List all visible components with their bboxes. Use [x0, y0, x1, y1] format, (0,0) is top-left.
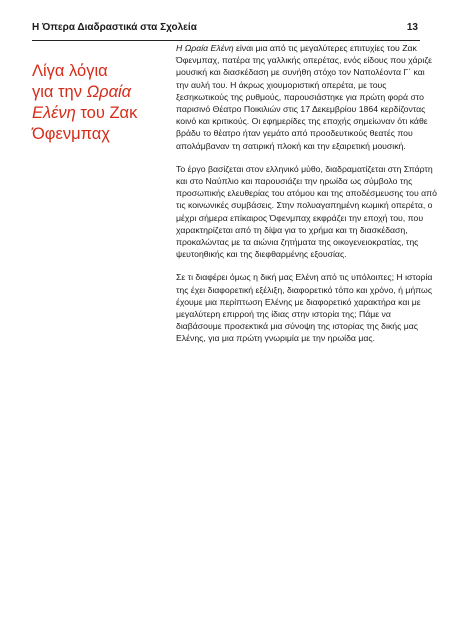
- body-text: [176, 40, 438, 356]
- page-number: 13: [406, 22, 418, 33]
- heading-line-4: Όφενμπαχ: [32, 125, 110, 143]
- heading-line-2-italic: Ωραία: [86, 83, 132, 101]
- paragraph-1: [176, 42, 438, 152]
- heading-line-3-suffix: του Ζακ: [75, 104, 138, 122]
- heading-line-2-prefix: για την: [32, 83, 87, 101]
- paragraph-3: Σε τι διαφέρει όμως η δική μας Ελένη από τις υπόλοιπες; Η ιστορία της έχει διαφορετική εξέλιξη, διαφορετικό τόπο και χρόνο, ή μήπως έχουμε μια περίπτωση Ελένης με διαφορετικό χαρακτήρα και με μεγαλύτερη επιρροή της ίδιας στην ιστορία της; Πάμε να διαβάσουμε προσεκτικά μια σύνοψη της ιστορίας της δικής μας Ελένης, για μια πρώτη γνωριμία με την ηρωίδα μας.: [176, 272, 433, 344]
- page-header: [32, 20, 420, 41]
- paragraph-1-text: είναι μια από τις μεγαλύτερες επιτυχίες του Ζακ Όφενμπαχ, πατέρα της γαλλικής οπερέτας, ενός είδους που χάριζε μουσική και διασκέδαση με συνήθη στόχο τον Ναπολέοντα Γ΄ και την αυλή του. Η άκρως χιουμοριστική οπερέτα, με τους ξεσηκωτικούς της ρυθμούς, παρουσιάστηκε για πρώτη φορά στο παρισινό Θέατρο Ποικιλιών στις 17 Δεκεμβρίου 1864 κερδίζοντας κοινό και κριτικούς. Οι εφημερίδες της εποχής σημείωναν ότι κάθε βράδυ το θέατρο ήταν γεμάτο από προοδευτικούς θεατές που απολάμβαναν τη σατιρική πλοκή και την εξαιρετική μουσική.: [176, 43, 433, 151]
- section-heading: [32, 61, 162, 145]
- heading-line-1: Λίγα λόγια: [32, 62, 108, 80]
- running-title: Η Όπερα Διαδραστικά στα Σχολεία: [32, 22, 197, 33]
- heading-line-3-italic: Ελένη: [32, 104, 76, 122]
- paragraph-2: Το έργο βασίζεται στον ελληνικό μύθο, διαδραματίζεται στη Σπάρτη και στο Ναύπλιο και παρουσιάζει την ηρωίδα ως σύμβολο της προσωπικής ελευθερίας του ατόμου και της αποδέσμευσης του από τις κοινωνικές συμβάσεις. Στην πολυαγαπημένη κωμική οπερέτα, ο μέχρι σήμερα επίκαιρος Όφενμπαχ εκφράζει την εποχή του, που χαρακτηρίζεται από τη δίψα για το χρήμα και τη διασκέδαση, προκαλώντας με τα αιώνια ζητήματα της οικογενειοκρατίας, της ψευτοηθικής και της διεφθαρμένης εξουσίας.: [176, 163, 437, 260]
- paragraph-1-title: Η Ωραία Ελένη: [176, 43, 234, 53]
